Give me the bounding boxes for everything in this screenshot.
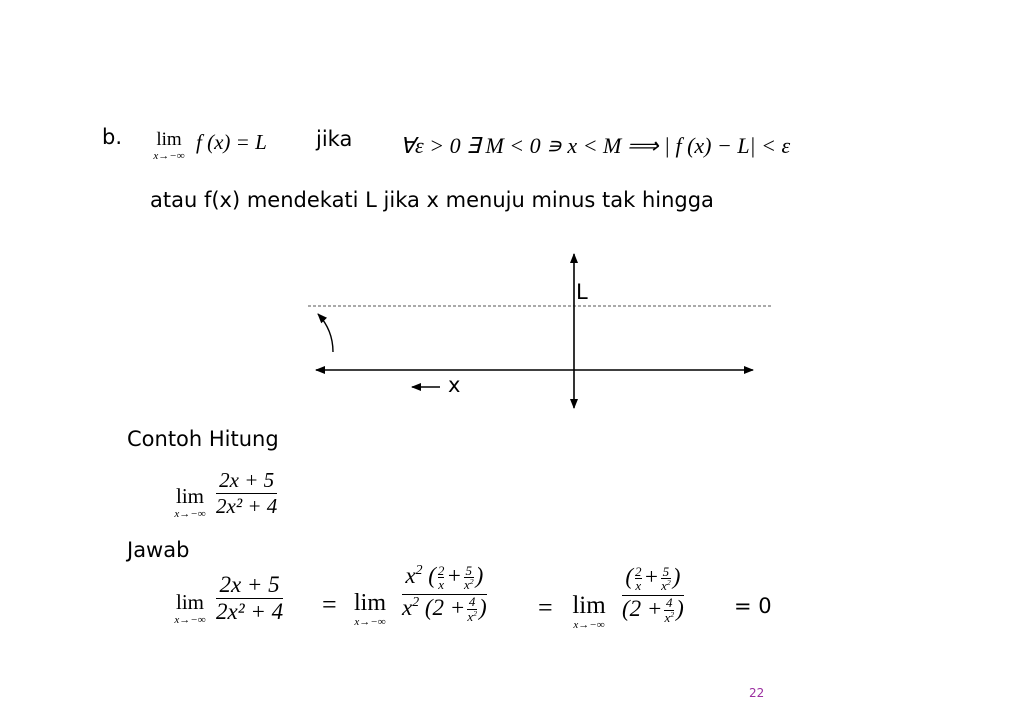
page-number: 22 <box>749 686 765 700</box>
jika-word: jika <box>316 127 353 151</box>
answer-result: = 0 <box>734 594 772 618</box>
fraction-denominator: 2x² + 4 <box>216 494 278 518</box>
lim-word: lim <box>156 129 182 150</box>
function-curve <box>318 314 333 352</box>
graph-x-label: x <box>448 373 461 397</box>
fraction-numerator: 2x + 5 <box>219 572 280 597</box>
fraction-denominator: (2 + $\frac{4}{x^2}$ ) <box>622 595 684 626</box>
answer-fraction-1 <box>216 572 283 625</box>
lim-word: lim <box>353 590 386 616</box>
answer-fraction-2 <box>402 563 487 624</box>
small-fraction: $\frac{2}{x}$ <box>437 562 445 593</box>
answer-title: Jawab <box>127 538 190 562</box>
answer-fraction-3 <box>622 564 684 625</box>
answer-lim-1 <box>168 592 212 626</box>
definition-lim <box>148 130 190 162</box>
fraction-numerator: ( $\frac{2}{x}$ + $\frac{5}{x^2}$ ) <box>625 563 681 594</box>
lim-word: lim <box>175 484 204 508</box>
small-fraction: $\frac{5}{x^2}$ <box>661 563 671 594</box>
small-fraction: $\frac{2}{x}$ <box>635 563 642 594</box>
lim-word: lim <box>572 592 606 619</box>
lim-subscript: x→−∞ <box>573 619 605 631</box>
lim-word: lim <box>175 590 204 614</box>
small-fraction: $\frac{4}{x^2}$ <box>467 594 477 625</box>
small-fraction: $\frac{4}{x^2}$ <box>664 595 675 626</box>
answer-lim-2 <box>346 591 394 628</box>
fraction-numerator: $x^2$ ( $\frac{2}{x}$ + $\frac{5}{x^2}$ ) <box>405 562 484 593</box>
example-fraction <box>216 468 277 519</box>
equals-sign-1: = <box>322 590 337 619</box>
graph-l-label: L <box>576 280 588 304</box>
example-lim <box>168 486 212 520</box>
example-title: Contoh Hitung <box>127 427 279 451</box>
lim-subscript: x→−∞ <box>174 614 206 626</box>
fraction-numerator: 2x + 5 <box>219 468 275 492</box>
equals-sign-2: = <box>538 593 553 622</box>
explanation-text: atau f(x) mendekati L jika x menuju minus tak hingga <box>150 188 714 212</box>
answer-lim-3 <box>564 593 614 631</box>
item-label: b. <box>102 125 123 149</box>
small-fraction: $\frac{5}{x^2}$ <box>463 562 474 593</box>
lim-subscript: x→−∞ <box>153 150 185 162</box>
definition-condition: ∀ε > 0 ∃ M < 0 ∍ x < M ⟹ | f (x) − L| < ε <box>400 133 791 158</box>
lim-subscript: x→−∞ <box>174 508 206 520</box>
fraction-denominator: 2x² + 4 <box>216 599 284 624</box>
fraction-denominator: $x^2$ (2 + $\frac{4}{x^2}$ ) <box>402 593 487 625</box>
definition-lhs: f (x) = L <box>196 130 267 154</box>
lim-subscript: x→−∞ <box>354 616 386 628</box>
